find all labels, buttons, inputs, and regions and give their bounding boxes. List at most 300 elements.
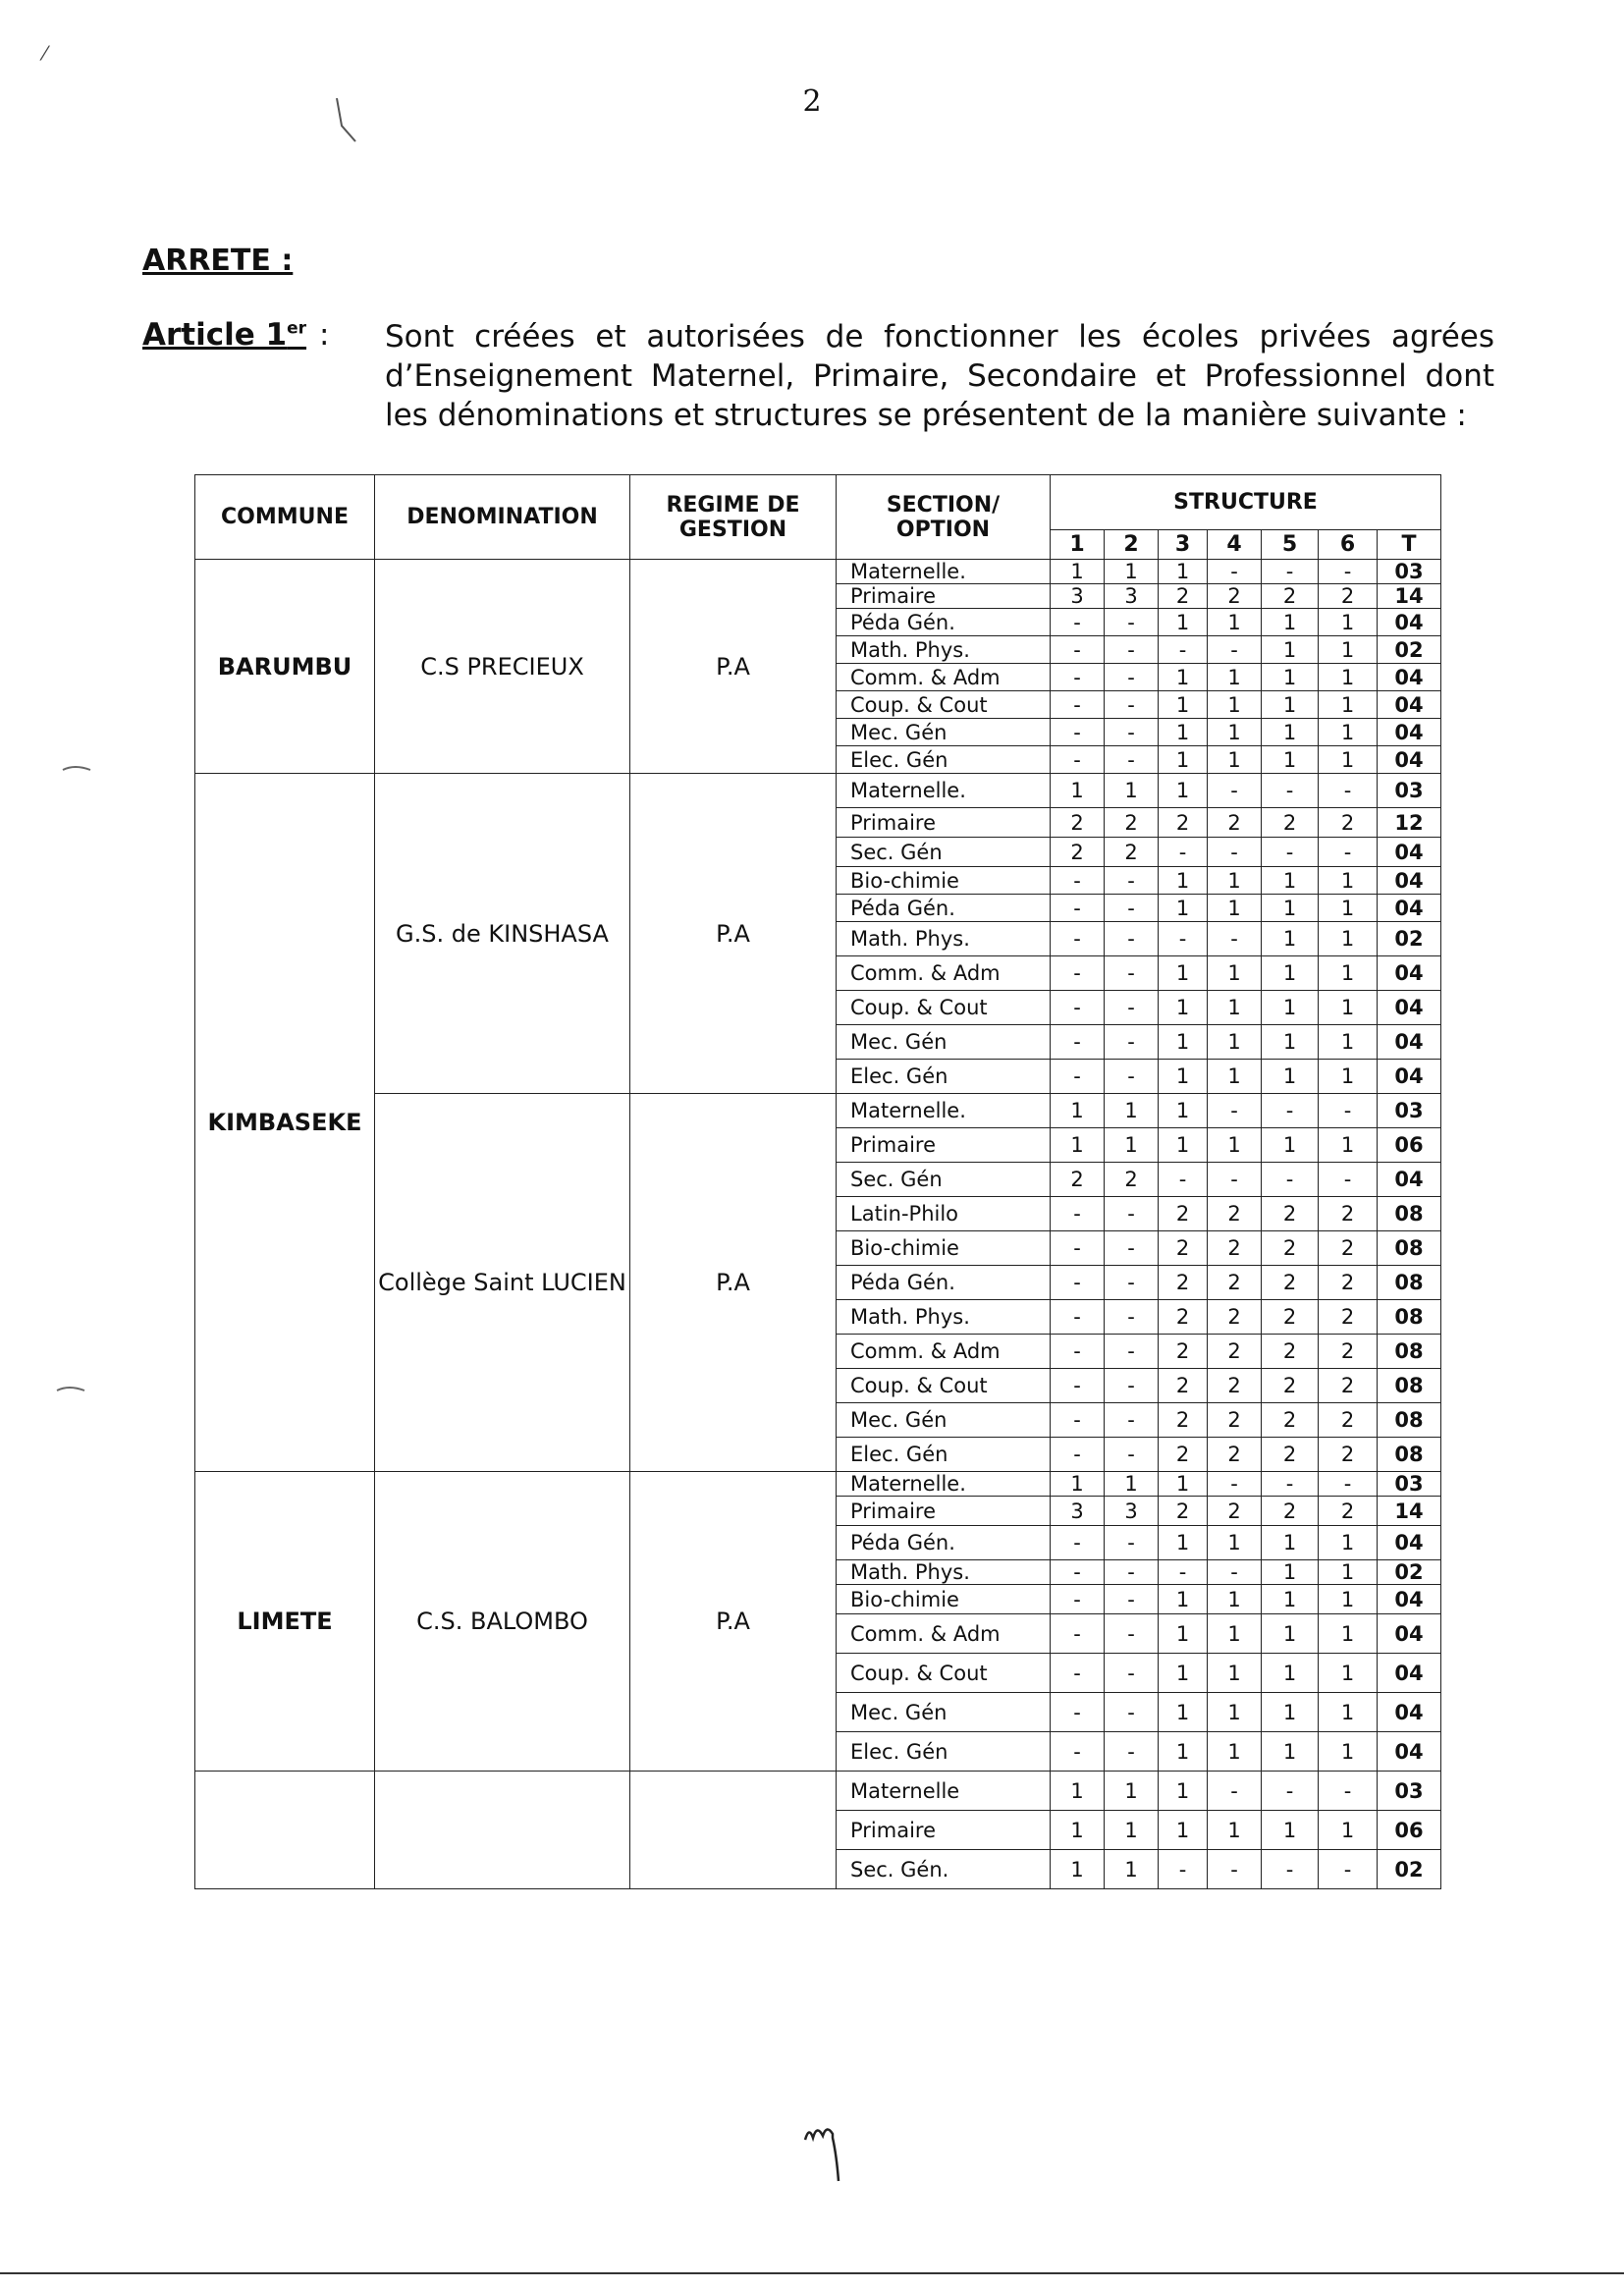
structure-cell: - <box>1319 1094 1378 1128</box>
structure-cell: - <box>1105 664 1159 691</box>
structure-cell: - <box>1105 1526 1159 1560</box>
structure-cell: 1 <box>1319 1811 1378 1850</box>
total-cell: 04 <box>1378 1614 1441 1654</box>
structure-cell: - <box>1208 838 1262 867</box>
structure-cell: 2 <box>1319 1335 1378 1369</box>
header-col-t: T <box>1378 530 1441 560</box>
header-col-3: 3 <box>1159 530 1208 560</box>
structure-cell: 1 <box>1159 1811 1208 1850</box>
structure-cell: 1 <box>1159 774 1208 808</box>
section-cell: Math. Phys. <box>837 636 1051 664</box>
structure-cell: - <box>1105 1300 1159 1335</box>
structure-cell: 3 <box>1105 1497 1159 1526</box>
total-cell: 02 <box>1378 636 1441 664</box>
structure-cell: 1 <box>1051 1811 1105 1850</box>
structure-cell: 1 <box>1262 1811 1319 1850</box>
denomination-cell: Collège Saint LUCIEN <box>375 1094 630 1472</box>
structure-cell: 1 <box>1262 1654 1319 1693</box>
structure-cell: - <box>1051 664 1105 691</box>
structure-cell: 1 <box>1159 1094 1208 1128</box>
section-cell: Péda Gén. <box>837 609 1051 636</box>
structure-cell: 2 <box>1208 1438 1262 1472</box>
section-cell: Coup. & Cout <box>837 691 1051 719</box>
structure-cell: 1 <box>1319 609 1378 636</box>
structure-cell: 1 <box>1159 1526 1208 1560</box>
structure-cell: 1 <box>1262 1560 1319 1585</box>
structure-cell: - <box>1105 609 1159 636</box>
total-cell: 14 <box>1378 1497 1441 1526</box>
structure-cell: 1 <box>1105 1811 1159 1850</box>
article-text: Sont créées et autorisées de fonctionner les écoles privées agrées d’Enseignement Maternel, Primaire, Secondaire et Professionnel dont les dénominations et structures se présentent de la manière suivante : <box>385 319 1494 433</box>
table-row <box>195 1094 1441 1128</box>
structure-cell: - <box>1319 1772 1378 1811</box>
total-cell: 04 <box>1378 991 1441 1025</box>
structure-cell: 1 <box>1262 895 1319 922</box>
section-cell: Sec. Gén <box>837 838 1051 867</box>
structure-cell: 1 <box>1159 956 1208 991</box>
structure-cell: - <box>1051 1654 1105 1693</box>
structure-cell: - <box>1105 956 1159 991</box>
structure-cell: - <box>1051 1266 1105 1300</box>
structure-cell: 2 <box>1262 1197 1319 1231</box>
structure-cell: 2 <box>1159 1335 1208 1369</box>
total-cell: 08 <box>1378 1231 1441 1266</box>
structure-cell: - <box>1051 991 1105 1025</box>
structure-cell: 2 <box>1319 1369 1378 1403</box>
article-label-sup: er <box>287 318 307 339</box>
denomination-cell <box>375 1772 630 1889</box>
structure-cell: 1 <box>1105 1472 1159 1497</box>
structure-cell: - <box>1105 867 1159 895</box>
total-cell: 04 <box>1378 691 1441 719</box>
structure-cell: - <box>1051 922 1105 956</box>
structure-cell: - <box>1159 1163 1208 1197</box>
structure-cell: 1 <box>1262 1614 1319 1654</box>
structure-cell: 1 <box>1262 691 1319 719</box>
structure-cell: - <box>1208 1472 1262 1497</box>
structure-cell: - <box>1262 1472 1319 1497</box>
structure-cell: 1 <box>1105 1850 1159 1889</box>
header-col-6: 6 <box>1319 530 1378 560</box>
structure-cell: 1 <box>1319 922 1378 956</box>
structure-cell: 2 <box>1051 1163 1105 1197</box>
section-cell: Mec. Gén <box>837 1025 1051 1060</box>
structure-cell: 2 <box>1159 1369 1208 1403</box>
section-cell: Coup. & Cout <box>837 1369 1051 1403</box>
structure-cell: 1 <box>1262 664 1319 691</box>
structure-cell: 1 <box>1319 746 1378 774</box>
section-cell: Mec. Gén <box>837 1693 1051 1732</box>
structure-cell: 1 <box>1262 719 1319 746</box>
structure-cell: 2 <box>1159 1231 1208 1266</box>
initials-signature <box>797 2116 856 2195</box>
structure-cell: - <box>1159 838 1208 867</box>
section-cell: Sec. Gén <box>837 1163 1051 1197</box>
structure-cell: 1 <box>1159 991 1208 1025</box>
scan-mark: ⁄ <box>43 41 47 65</box>
structure-cell: 1 <box>1208 746 1262 774</box>
structure-cell: 2 <box>1319 1438 1378 1472</box>
structure-cell: - <box>1319 838 1378 867</box>
section-cell: Péda Gén. <box>837 895 1051 922</box>
footer-rule <box>0 2272 1624 2274</box>
structure-cell: 2 <box>1051 838 1105 867</box>
table-row <box>195 560 1441 584</box>
header-col-2: 2 <box>1105 530 1159 560</box>
structure-cell: 2 <box>1159 808 1208 838</box>
structure-cell: 2 <box>1208 1335 1262 1369</box>
structure-cell: - <box>1051 691 1105 719</box>
structure-cell: 2 <box>1208 1266 1262 1300</box>
structure-cell: 1 <box>1051 1128 1105 1163</box>
header-denomination: DENOMINATION <box>375 475 630 560</box>
section-cell: Péda Gén. <box>837 1266 1051 1300</box>
section-cell: Math. Phys. <box>837 1560 1051 1585</box>
structure-cell: 3 <box>1051 584 1105 609</box>
structure-cell: 1 <box>1319 636 1378 664</box>
section-cell: Primaire <box>837 1128 1051 1163</box>
article-label-text: Article 1 <box>142 317 288 353</box>
regime-cell: P.A <box>630 774 837 1094</box>
structure-cell: 2 <box>1159 1300 1208 1335</box>
structure-cell: 2 <box>1262 1497 1319 1526</box>
section-cell: Coup. & Cout <box>837 1654 1051 1693</box>
structure-cell: 2 <box>1159 1403 1208 1438</box>
structure-cell: 1 <box>1051 1094 1105 1128</box>
structure-cell: 1 <box>1159 1585 1208 1614</box>
structure-cell: 1 <box>1159 1060 1208 1094</box>
header-col-5: 5 <box>1262 530 1319 560</box>
article-label <box>142 317 306 353</box>
total-cell: 12 <box>1378 808 1441 838</box>
section-cell: Primaire <box>837 808 1051 838</box>
total-cell: 03 <box>1378 1772 1441 1811</box>
table-row <box>195 1772 1441 1811</box>
section-cell: Maternelle. <box>837 774 1051 808</box>
structure-cell: - <box>1262 774 1319 808</box>
total-cell: 04 <box>1378 664 1441 691</box>
section-cell: Bio-chimie <box>837 1231 1051 1266</box>
section-cell: Mec. Gén <box>837 1403 1051 1438</box>
structure-cell: 2 <box>1319 808 1378 838</box>
structure-cell: 1 <box>1159 895 1208 922</box>
structure-cell: - <box>1051 1231 1105 1266</box>
structure-cell: - <box>1319 774 1378 808</box>
header-structure: STRUCTURE <box>1051 475 1441 530</box>
page-number: 2 <box>802 84 822 119</box>
structure-cell: - <box>1105 1560 1159 1585</box>
structure-cell: 1 <box>1319 691 1378 719</box>
structure-cell: 1 <box>1208 1526 1262 1560</box>
section-cell: Coup. & Cout <box>837 991 1051 1025</box>
structure-cell: - <box>1105 1585 1159 1614</box>
section-cell: Math. Phys. <box>837 922 1051 956</box>
structure-cell: 1 <box>1159 560 1208 584</box>
structure-cell: 1 <box>1051 774 1105 808</box>
structure-cell: - <box>1319 1472 1378 1497</box>
structure-cell: 1 <box>1208 1654 1262 1693</box>
structure-cell: 1 <box>1319 1732 1378 1772</box>
structure-cell: - <box>1051 609 1105 636</box>
structure-cell: 2 <box>1105 838 1159 867</box>
structure-cell: - <box>1051 1438 1105 1472</box>
structure-cell: - <box>1105 1335 1159 1369</box>
section-cell: Comm. & Adm <box>837 1335 1051 1369</box>
section-cell: Elec. Gén <box>837 1732 1051 1772</box>
total-cell: 03 <box>1378 560 1441 584</box>
structure-cell: 2 <box>1208 1197 1262 1231</box>
structure-cell: 1 <box>1159 867 1208 895</box>
structure-cell: - <box>1319 1163 1378 1197</box>
denomination-cell: C.S PRECIEUX <box>375 560 630 774</box>
structure-cell: 2 <box>1208 1300 1262 1335</box>
structure-cell: 1 <box>1208 1025 1262 1060</box>
total-cell: 08 <box>1378 1266 1441 1300</box>
structure-cell: - <box>1105 1438 1159 1472</box>
structure-cell: - <box>1051 1060 1105 1094</box>
total-cell: 06 <box>1378 1811 1441 1850</box>
structure-cell: - <box>1051 1369 1105 1403</box>
total-cell: 08 <box>1378 1300 1441 1335</box>
structure-cell: - <box>1051 1335 1105 1369</box>
structure-cell: - <box>1208 636 1262 664</box>
structure-cell: - <box>1262 1094 1319 1128</box>
section-cell: Primaire <box>837 1811 1051 1850</box>
article-colon: : <box>319 317 330 353</box>
structure-cell: - <box>1105 1369 1159 1403</box>
section-cell: Comm. & Adm <box>837 664 1051 691</box>
structure-cell: - <box>1208 1850 1262 1889</box>
structure-cell: 1 <box>1159 664 1208 691</box>
regime-cell: P.A <box>630 1094 837 1472</box>
structure-cell: - <box>1208 560 1262 584</box>
structure-cell: 2 <box>1208 1403 1262 1438</box>
structure-cell: 2 <box>1262 1438 1319 1472</box>
total-cell: 04 <box>1378 1163 1441 1197</box>
structure-cell: 1 <box>1159 1772 1208 1811</box>
section-cell: Elec. Gén <box>837 1060 1051 1094</box>
section-cell: Maternelle <box>837 1772 1051 1811</box>
structure-cell: 2 <box>1262 1231 1319 1266</box>
structure-cell: 1 <box>1159 609 1208 636</box>
structure-cell: 1 <box>1051 1850 1105 1889</box>
structure-cell: - <box>1051 636 1105 664</box>
structure-cell: 1 <box>1319 1693 1378 1732</box>
structure-cell: 1 <box>1159 691 1208 719</box>
structure-cell: 2 <box>1319 1231 1378 1266</box>
section-cell: Comm. & Adm <box>837 956 1051 991</box>
structure-cell: - <box>1105 1654 1159 1693</box>
scan-mark <box>61 762 94 774</box>
total-cell: 02 <box>1378 1560 1441 1585</box>
total-cell: 04 <box>1378 1732 1441 1772</box>
structure-cell: - <box>1208 774 1262 808</box>
structure-cell: 2 <box>1262 1369 1319 1403</box>
structure-cell: 1 <box>1208 1060 1262 1094</box>
structure-cell: - <box>1262 1163 1319 1197</box>
structure-cell: 1 <box>1319 1585 1378 1614</box>
structure-cell: 1 <box>1262 991 1319 1025</box>
structure-cell: - <box>1159 1560 1208 1585</box>
structure-cell: 1 <box>1319 991 1378 1025</box>
structure-cell: 1 <box>1319 956 1378 991</box>
section-cell: Mec. Gén <box>837 719 1051 746</box>
structure-cell: 2 <box>1319 1497 1378 1526</box>
section-cell: Elec. Gén <box>837 1438 1051 1472</box>
regime-cell <box>630 1772 837 1889</box>
structure-cell: 1 <box>1319 1560 1378 1585</box>
structure-cell: - <box>1051 1732 1105 1772</box>
structure-cell: 3 <box>1051 1497 1105 1526</box>
structure-cell: - <box>1105 1025 1159 1060</box>
structure-cell: - <box>1262 1850 1319 1889</box>
section-cell: Sec. Gén. <box>837 1850 1051 1889</box>
total-cell: 04 <box>1378 1526 1441 1560</box>
structure-cell: 2 <box>1208 1369 1262 1403</box>
header-regime: REGIME DE GESTION <box>630 475 837 560</box>
structure-cell: 3 <box>1105 584 1159 609</box>
structure-cell: 2 <box>1319 584 1378 609</box>
structure-cell: 1 <box>1159 1472 1208 1497</box>
structure-cell: - <box>1208 1560 1262 1585</box>
structure-cell: 2 <box>1208 808 1262 838</box>
structure-cell: 1 <box>1262 609 1319 636</box>
section-cell: Primaire <box>837 584 1051 609</box>
structure-cell: 2 <box>1208 1497 1262 1526</box>
structure-cell: 1 <box>1262 1693 1319 1732</box>
structure-cell: 1 <box>1319 1614 1378 1654</box>
structure-cell: 1 <box>1159 719 1208 746</box>
structure-cell: 2 <box>1319 1266 1378 1300</box>
structure-cell: 1 <box>1105 1128 1159 1163</box>
structure-cell: 1 <box>1208 719 1262 746</box>
structure-cell: 1 <box>1105 774 1159 808</box>
structure-cell: 1 <box>1105 1094 1159 1128</box>
structure-cell: 1 <box>1262 922 1319 956</box>
structure-cell: 1 <box>1208 1811 1262 1850</box>
structure-cell: 1 <box>1262 1025 1319 1060</box>
structure-cell: 2 <box>1262 584 1319 609</box>
total-cell: 08 <box>1378 1369 1441 1403</box>
total-cell: 08 <box>1378 1197 1441 1231</box>
section-cell: Comm. & Adm <box>837 1614 1051 1654</box>
structure-cell: - <box>1105 1614 1159 1654</box>
structure-cell: 1 <box>1159 1654 1208 1693</box>
structure-cell: - <box>1105 636 1159 664</box>
structure-cell: - <box>1208 1163 1262 1197</box>
section-cell: Elec. Gén <box>837 746 1051 774</box>
regime-cell: P.A <box>630 560 837 774</box>
structure-cell: - <box>1051 719 1105 746</box>
structure-cell: 1 <box>1319 1526 1378 1560</box>
structure-cell: 1 <box>1262 867 1319 895</box>
structure-cell: 1 <box>1051 1772 1105 1811</box>
structure-cell: - <box>1105 922 1159 956</box>
structure-cell: - <box>1105 1197 1159 1231</box>
structure-cell: 2 <box>1159 584 1208 609</box>
structure-cell: - <box>1159 1850 1208 1889</box>
structure-cell: - <box>1208 922 1262 956</box>
structure-cell: 1 <box>1262 746 1319 774</box>
structure-cell: - <box>1105 1732 1159 1772</box>
regime-cell: P.A <box>630 1472 837 1772</box>
structure-cell: - <box>1105 991 1159 1025</box>
schools-table <box>194 474 1441 1889</box>
total-cell: 04 <box>1378 867 1441 895</box>
structure-cell: - <box>1208 1094 1262 1128</box>
denomination-cell: C.S. BALOMBO <box>375 1472 630 1772</box>
structure-cell: - <box>1319 560 1378 584</box>
commune-cell <box>195 1772 375 1889</box>
structure-cell: - <box>1262 838 1319 867</box>
structure-cell: - <box>1105 1231 1159 1266</box>
scan-mark <box>55 1383 88 1394</box>
structure-cell: 1 <box>1208 664 1262 691</box>
structure-cell: 1 <box>1208 895 1262 922</box>
structure-cell: - <box>1051 1526 1105 1560</box>
total-cell: 14 <box>1378 584 1441 609</box>
structure-cell: 1 <box>1208 609 1262 636</box>
structure-cell: - <box>1262 560 1319 584</box>
total-cell: 08 <box>1378 1438 1441 1472</box>
structure-cell: - <box>1051 1585 1105 1614</box>
structure-cell: - <box>1105 895 1159 922</box>
structure-cell: 1 <box>1208 691 1262 719</box>
structure-cell: 1 <box>1262 1526 1319 1560</box>
structure-cell: 2 <box>1262 1335 1319 1369</box>
structure-cell: 2 <box>1208 1231 1262 1266</box>
decree-heading: ARRETE : <box>142 244 294 278</box>
structure-cell: 2 <box>1319 1197 1378 1231</box>
structure-cell: 1 <box>1319 895 1378 922</box>
section-cell: Maternelle. <box>837 1094 1051 1128</box>
section-cell: Maternelle. <box>837 560 1051 584</box>
total-cell: 04 <box>1378 1025 1441 1060</box>
structure-cell: - <box>1051 867 1105 895</box>
table-row <box>195 1472 1441 1497</box>
structure-cell: 1 <box>1319 664 1378 691</box>
total-cell: 06 <box>1378 1128 1441 1163</box>
structure-cell: - <box>1051 956 1105 991</box>
section-cell: Péda Gén. <box>837 1526 1051 1560</box>
structure-cell: 2 <box>1319 1300 1378 1335</box>
structure-cell: - <box>1105 691 1159 719</box>
total-cell: 03 <box>1378 1472 1441 1497</box>
total-cell: 08 <box>1378 1335 1441 1369</box>
total-cell: 03 <box>1378 1094 1441 1128</box>
structure-cell: - <box>1051 1403 1105 1438</box>
table-row <box>195 774 1441 808</box>
structure-cell: 1 <box>1159 1732 1208 1772</box>
structure-cell: 1 <box>1262 956 1319 991</box>
total-cell: 04 <box>1378 609 1441 636</box>
scan-mark <box>332 96 361 145</box>
total-cell: 02 <box>1378 922 1441 956</box>
commune-cell: LIMETE <box>195 1472 375 1772</box>
total-cell: 04 <box>1378 1693 1441 1732</box>
section-cell: Bio-chimie <box>837 867 1051 895</box>
structure-cell: - <box>1051 1025 1105 1060</box>
structure-cell: 1 <box>1319 867 1378 895</box>
section-cell: Bio-chimie <box>837 1585 1051 1614</box>
structure-cell: 1 <box>1319 1060 1378 1094</box>
structure-cell: 2 <box>1159 1438 1208 1472</box>
structure-cell: 1 <box>1262 636 1319 664</box>
structure-cell: 1 <box>1208 1693 1262 1732</box>
section-cell: Maternelle. <box>837 1472 1051 1497</box>
structure-cell: - <box>1319 1850 1378 1889</box>
section-cell: Primaire <box>837 1497 1051 1526</box>
